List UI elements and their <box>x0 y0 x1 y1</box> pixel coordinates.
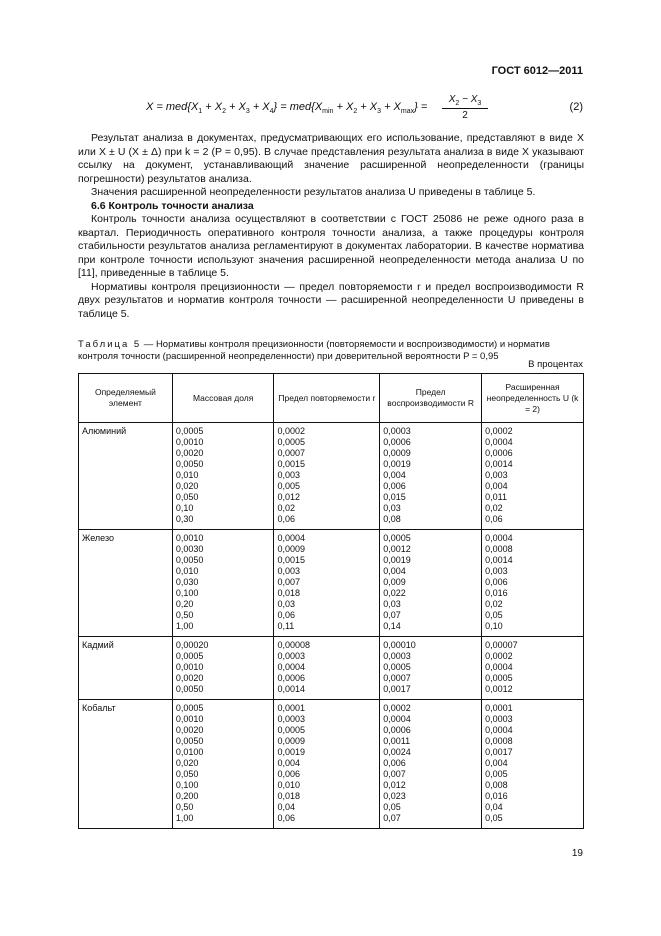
value: 1,00 <box>175 621 194 631</box>
value: 0,0004 <box>485 725 513 735</box>
value: 0,018 <box>277 791 300 801</box>
table-row <box>79 423 584 530</box>
value: 0,0019 <box>383 555 411 565</box>
value-cell-r <box>380 530 482 637</box>
value: 0,10 <box>175 503 194 513</box>
value: 0,007 <box>383 769 406 779</box>
value: 0,018 <box>277 588 300 598</box>
value: 0,008 <box>485 780 508 790</box>
value: 0,0010 <box>175 714 204 724</box>
value: 0,015 <box>383 492 406 502</box>
value-cell-u <box>482 530 584 637</box>
value: 1,00 <box>175 813 194 823</box>
value: 0,0010 <box>175 533 204 543</box>
value: 0,0005 <box>175 426 204 436</box>
value: 0,022 <box>383 588 406 598</box>
table-caption-text: — Нормативы контроля прецизионности (повторяемости и воспроизводимости) и норматив контроля точности (расширенной неопределенности) при доверительной вероятности P = 0,95 <box>78 339 550 362</box>
table-caption-label: Таблица 5 <box>78 339 142 350</box>
value: 0,03 <box>383 599 401 609</box>
value: 0,007 <box>277 577 300 587</box>
paragraph-accuracy-control: Контроль точности анализа осуществляют в соответствии с ГОСТ 25086 не реже одного раза в квартал. Периодичность оперативного контроля точности анализа, а также процедуры контроля стабильности результатов анализа регламентируют в документах лаборатории. В качестве норматива при контроле точности используют значения расширенной неопределенности метода анализа U по [11], приведенные в таблице 5. <box>78 213 584 279</box>
value: 0,003 <box>277 566 300 576</box>
value: 0,0004 <box>485 662 513 672</box>
value: 0,00020 <box>175 640 209 650</box>
paragraph-precision-norms: Нормативы контроля прецизионности — предел повторяемости r и предел воспроизводимости R двух результатов и норматив контроля точности — расширенной неопределенности U приведены в таблице 5. <box>78 280 584 320</box>
value: 0,0002 <box>485 426 513 436</box>
value: 0,0005 <box>383 533 411 543</box>
value-cell-u <box>482 700 584 829</box>
value: 0,0100 <box>175 747 204 757</box>
value: 0,02 <box>485 503 503 513</box>
value: 0,30 <box>175 514 194 524</box>
formula-denominator: 2 <box>462 110 468 121</box>
value: 0,006 <box>485 577 508 587</box>
value: 0,0006 <box>383 437 411 447</box>
value: 0,004 <box>485 758 508 768</box>
value: 0,0003 <box>383 651 411 661</box>
value: 0,03 <box>383 503 401 513</box>
value: 0,0008 <box>485 736 513 746</box>
value: 0,06 <box>277 813 295 823</box>
formula-2 <box>146 94 586 128</box>
value: 0,0003 <box>277 651 305 661</box>
element-name-cell: Железо <box>79 530 173 637</box>
table-body <box>79 423 584 829</box>
value: 0,0020 <box>175 448 204 458</box>
header-repeatability: Предел повторяемости r <box>274 374 380 423</box>
paragraph-result-presentation: Результат анализа в документах, предусматривающих его использование, представляют в виде X или X ± U (X ± Δ) при k = 2 (P = 0,95). В случае представления результата анализа в виде X указывают ссылку на документ, устанавливающий значение расширенной неопределенности (границы погрешности) результатов анализа. <box>78 132 584 185</box>
value-cell-u <box>482 423 584 530</box>
value: 0,0004 <box>383 714 411 724</box>
value: 0,012 <box>277 492 300 502</box>
value: 0,00010 <box>383 640 416 650</box>
value: 0,0007 <box>383 673 411 683</box>
value: 0,0008 <box>485 544 513 554</box>
value: 0,004 <box>485 481 508 491</box>
header-mass-fraction: Массовая доля <box>172 374 274 423</box>
value: 0,011 <box>485 492 507 502</box>
formula-numerator: $X_2 - X_3$ <box>442 94 488 109</box>
value: 0,0004 <box>485 533 513 543</box>
formula-expression: $X = med\{X_1 + X_2 + X_3 + X_4\} = med\{X_{min} + X_2 + X_3 + X_{max}\}$ = <box>146 101 428 116</box>
value: 0,100 <box>175 780 199 790</box>
value-cell-mass <box>172 530 274 637</box>
value: 0,50 <box>175 802 194 812</box>
value: 0,003 <box>485 566 508 576</box>
value: 0,0002 <box>383 703 411 713</box>
value: 0,030 <box>175 577 199 587</box>
table-row <box>79 637 584 700</box>
value: 0,0012 <box>485 684 513 694</box>
header-uncertainty: Расширенная неопределенность U (k = 2) <box>482 374 584 423</box>
value: 0,05 <box>383 802 401 812</box>
value: 0,006 <box>277 769 300 779</box>
value: 0,0020 <box>175 725 204 735</box>
value: 0,0005 <box>175 703 204 713</box>
value: 0,009 <box>383 577 406 587</box>
value: 0,0005 <box>383 662 411 672</box>
value: 0,100 <box>175 588 199 598</box>
table-row <box>79 530 584 637</box>
value: 0,0003 <box>485 714 513 724</box>
value: 0,016 <box>485 588 508 598</box>
value: 0,0024 <box>383 747 411 757</box>
value: 0,0005 <box>485 673 513 683</box>
value: 0,00007 <box>485 640 518 650</box>
paragraph-uncertainty-reference: Значения расширенной неопределенности результатов анализа U приведены в таблице 5. <box>91 186 536 198</box>
value: 0,0050 <box>175 459 204 469</box>
element-name-cell: Кадмий <box>79 637 173 700</box>
value: 0,0011 <box>383 736 411 746</box>
value: 0,0002 <box>485 651 513 661</box>
value: 0,10 <box>485 621 503 631</box>
value: 0,004 <box>383 566 406 576</box>
value-cell-r <box>274 530 380 637</box>
value: 0,0004 <box>277 533 305 543</box>
value: 0,0020 <box>175 673 204 683</box>
value: 0,0009 <box>383 448 411 458</box>
value: 0,003 <box>485 470 508 480</box>
value: 0,0014 <box>485 555 513 565</box>
value: 0,08 <box>383 514 401 524</box>
value: 0,0003 <box>277 714 305 724</box>
body-text <box>78 132 584 321</box>
value: 0,05 <box>485 610 503 620</box>
value: 0,0005 <box>175 651 204 661</box>
value: 0,0050 <box>175 736 204 746</box>
value: 0,0010 <box>175 662 204 672</box>
precision-table <box>78 373 584 829</box>
value: 0,0019 <box>277 747 305 757</box>
value: 0,010 <box>277 780 300 790</box>
value: 0,0017 <box>485 747 513 757</box>
value: 0,11 <box>277 621 295 631</box>
value-cell-r <box>274 700 380 829</box>
value-cell-r <box>380 423 482 530</box>
value: 0,0017 <box>383 684 411 694</box>
value: 0,006 <box>383 758 406 768</box>
value: 0,0012 <box>383 544 411 554</box>
value: 0,020 <box>175 481 199 491</box>
value: 0,0001 <box>485 703 513 713</box>
value: 0,010 <box>175 566 199 576</box>
value: 0,0010 <box>175 437 204 447</box>
value: 0,0006 <box>277 673 305 683</box>
value: 0,005 <box>485 769 508 779</box>
value: 0,50 <box>175 610 194 620</box>
value: 0,0050 <box>175 684 204 694</box>
value: 0,05 <box>485 813 503 823</box>
value-cell-mass <box>172 637 274 700</box>
value: 0,03 <box>277 599 295 609</box>
page-number: 19 <box>571 848 583 859</box>
value: 0,050 <box>175 492 199 502</box>
value: 0,004 <box>277 758 300 768</box>
value: 0,0004 <box>485 437 513 447</box>
value: 0,0014 <box>485 459 513 469</box>
value: 0,0019 <box>383 459 411 469</box>
value: 0,20 <box>175 599 194 609</box>
value: 0,0005 <box>277 437 305 447</box>
value: 0,14 <box>383 621 401 631</box>
standard-designation: ГОСТ 6012—2011 <box>491 65 583 77</box>
table-units: В процентах <box>528 359 583 370</box>
formula-number: (2) <box>569 101 583 113</box>
value-cell-r <box>380 637 482 700</box>
value: 0,012 <box>383 780 406 790</box>
value: 0,0003 <box>383 426 411 436</box>
value: 0,07 <box>383 610 401 620</box>
value: 0,0007 <box>277 448 305 458</box>
value: 0,004 <box>383 470 406 480</box>
element-name-cell: Кобальт <box>79 700 173 829</box>
value: 0,0050 <box>175 555 204 565</box>
value: 0,005 <box>277 481 300 491</box>
value: 0,006 <box>383 481 406 491</box>
value: 0,04 <box>485 802 503 812</box>
value: 0,200 <box>175 791 199 801</box>
value-cell-r <box>274 423 380 530</box>
value: 0,023 <box>383 791 406 801</box>
value: 0,0014 <box>277 684 305 694</box>
value: 0,00008 <box>277 640 311 650</box>
value-cell-r <box>380 700 482 829</box>
value: 0,016 <box>485 791 508 801</box>
formula-fraction <box>442 94 488 121</box>
value: 0,020 <box>175 758 199 768</box>
value: 0,0005 <box>277 725 305 735</box>
value: 0,0001 <box>277 703 305 713</box>
value-cell-mass <box>172 423 274 530</box>
value-cell-mass <box>172 700 274 829</box>
value: 0,06 <box>485 514 503 524</box>
value: 0,0030 <box>175 544 204 554</box>
header-reproducibility: Предел воспроизводимости R <box>380 374 482 423</box>
table-caption <box>78 339 584 363</box>
value: 0,0002 <box>277 426 305 436</box>
value-cell-u <box>482 637 584 700</box>
header-element: Определяемый элемент <box>79 374 173 423</box>
element-name-cell: Алюминий <box>79 423 173 530</box>
section-heading-6-6: 6.6 Контроль точности анализа <box>91 199 254 212</box>
value: 0,06 <box>277 514 295 524</box>
value-cell-r <box>274 637 380 700</box>
value: 0,0004 <box>277 662 305 672</box>
value: 0,0009 <box>277 544 305 554</box>
table-row <box>79 700 584 829</box>
value: 0,050 <box>175 769 199 779</box>
value: 0,010 <box>175 470 199 480</box>
value: 0,0009 <box>277 736 305 746</box>
value: 0,0006 <box>485 448 513 458</box>
value: 0,0015 <box>277 555 305 565</box>
value: 0,0015 <box>277 459 305 469</box>
value: 0,07 <box>383 813 401 823</box>
value: 0,0006 <box>383 725 411 735</box>
value: 0,02 <box>277 503 295 513</box>
value: 0,04 <box>277 802 295 812</box>
value: 0,06 <box>277 610 295 620</box>
table-header-row <box>79 374 584 423</box>
value: 0,02 <box>485 599 503 609</box>
value: 0,003 <box>277 470 300 480</box>
